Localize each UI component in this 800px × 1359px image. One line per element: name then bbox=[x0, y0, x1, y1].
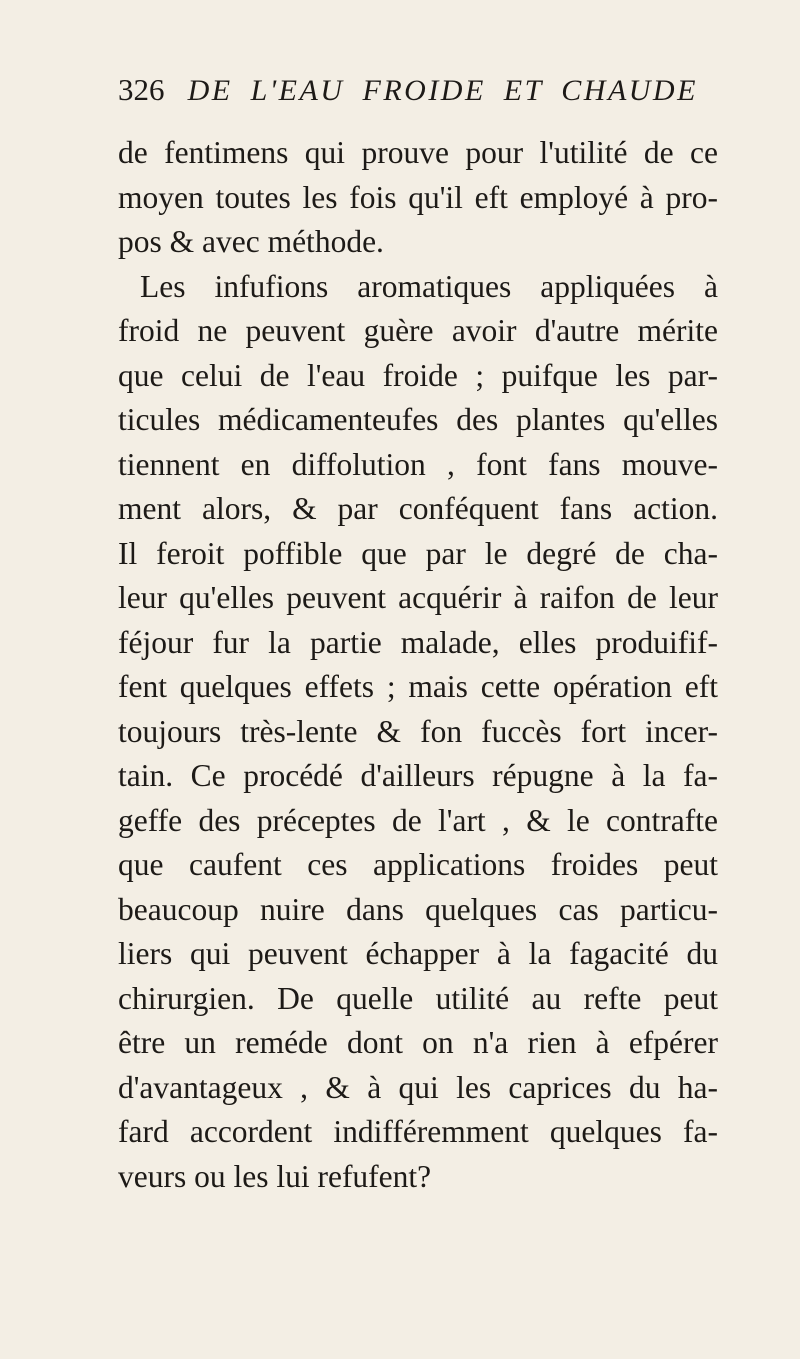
text-line: beaucoup nuire dans quelques cas particu- bbox=[118, 891, 718, 927]
text-line: pos & avec méthode. bbox=[118, 224, 384, 259]
running-title: DE L'EAU FROIDE ET CHAUDE bbox=[187, 74, 698, 107]
text-line: liers qui peuvent échapper à la fagacité du bbox=[118, 936, 718, 971]
text-line: tain. Ce procédé d'ailleurs répugne à la fa- bbox=[118, 758, 718, 793]
text-line: chirurgien. De quelle utilité au refte peut bbox=[118, 980, 718, 1016]
text-line: Les infufions aromatiques appliquées à bbox=[140, 268, 718, 304]
text-line: fard accordent indifféremment quelques fa- bbox=[118, 1114, 718, 1149]
page-number: 326 bbox=[118, 72, 165, 107]
running-head bbox=[118, 72, 738, 112]
text-line: toujours très-lente & fon fuccès fort incer- bbox=[118, 713, 718, 749]
text-line: moyen toutes les fois qu'il eft employé à pro- bbox=[118, 179, 718, 215]
text-line: d'avantageux , & à qui les caprices du ha- bbox=[118, 1069, 718, 1105]
text-line: tiennent en diffolution , font fans mouve- bbox=[118, 446, 718, 482]
text-line: être un reméde dont on n'a rien à efpérer bbox=[118, 1025, 718, 1060]
text-line: fent quelques effets ; mais cette opération eft bbox=[118, 669, 718, 704]
text-line: veurs ou les lui refufent? bbox=[118, 1158, 432, 1194]
body-text bbox=[118, 131, 718, 1199]
text-line: ticules médicamenteufes des plantes qu'elles bbox=[118, 402, 718, 437]
text-line: leur qu'elles peuvent acquérir à raifon de leur bbox=[118, 580, 718, 615]
text-line: geffe des préceptes de l'art , & le contrafte bbox=[118, 802, 718, 838]
text-line: que celui de l'eau froide ; puifque les par- bbox=[118, 357, 718, 393]
text-line: que caufent ces applications froides peut bbox=[118, 847, 718, 882]
text-line: Il feroit poffible que par le degré de cha- bbox=[118, 535, 718, 571]
text-line: froid ne peuvent guère avoir d'autre mérite bbox=[118, 313, 718, 348]
text-line: ment alors, & par conféquent fans action. bbox=[118, 491, 718, 526]
text-line: de fentimens qui prouve pour l'utilité de ce bbox=[118, 135, 718, 170]
text-line: féjour fur la partie malade, elles produifif- bbox=[118, 624, 718, 660]
